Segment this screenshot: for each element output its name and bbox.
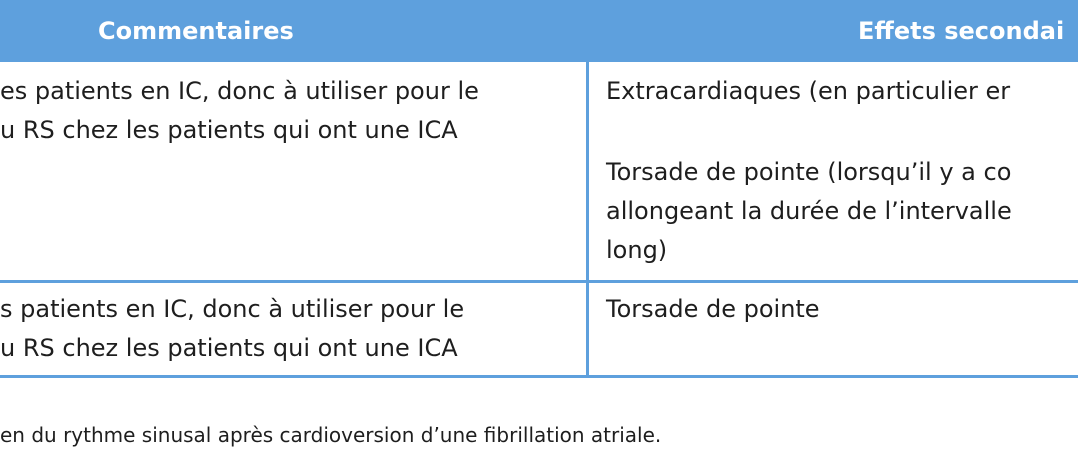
table-bottom-border	[0, 375, 1078, 378]
row-2-commentaires-line-1: s patients en IC, donc à utiliser pour le	[0, 295, 465, 323]
header-effets-secondaires: Effets secondai	[858, 17, 1065, 45]
column-divider	[586, 62, 589, 377]
row-1-effets-torsade	[606, 153, 1012, 270]
row-2-effets-line-1: Torsade de pointe	[606, 295, 820, 323]
row-1-torsade-line-2: allongeant la durée de l’intervalle	[606, 197, 1012, 225]
row-1-effets-extracardiaques	[606, 72, 1010, 111]
table-header-row	[0, 0, 1078, 62]
row-1-commentaires	[0, 72, 479, 150]
row-2-commentaires	[0, 290, 464, 368]
row-divider	[0, 280, 1078, 283]
table-footnote: en du rythme sinusal après cardioversion d’une fibrillation atriale.	[0, 423, 662, 447]
header-commentaires: Commentaires	[98, 17, 294, 45]
row-1-effets-line-1: Extracardiaques (en particulier er	[606, 77, 1011, 105]
row-2-commentaires-line-2: u RS chez les patients qui ont une ICA	[0, 334, 458, 362]
row-1-torsade-line-1: Torsade de pointe (lorsqu’il y a co	[606, 158, 1012, 186]
row-1-torsade-line-3: long)	[606, 236, 668, 264]
row-1-commentaires-line-1: es patients en IC, donc à utiliser pour le	[0, 77, 479, 105]
row-1-commentaires-line-2: u RS chez les patients qui ont une ICA	[0, 116, 458, 144]
row-2-effets	[606, 290, 820, 329]
